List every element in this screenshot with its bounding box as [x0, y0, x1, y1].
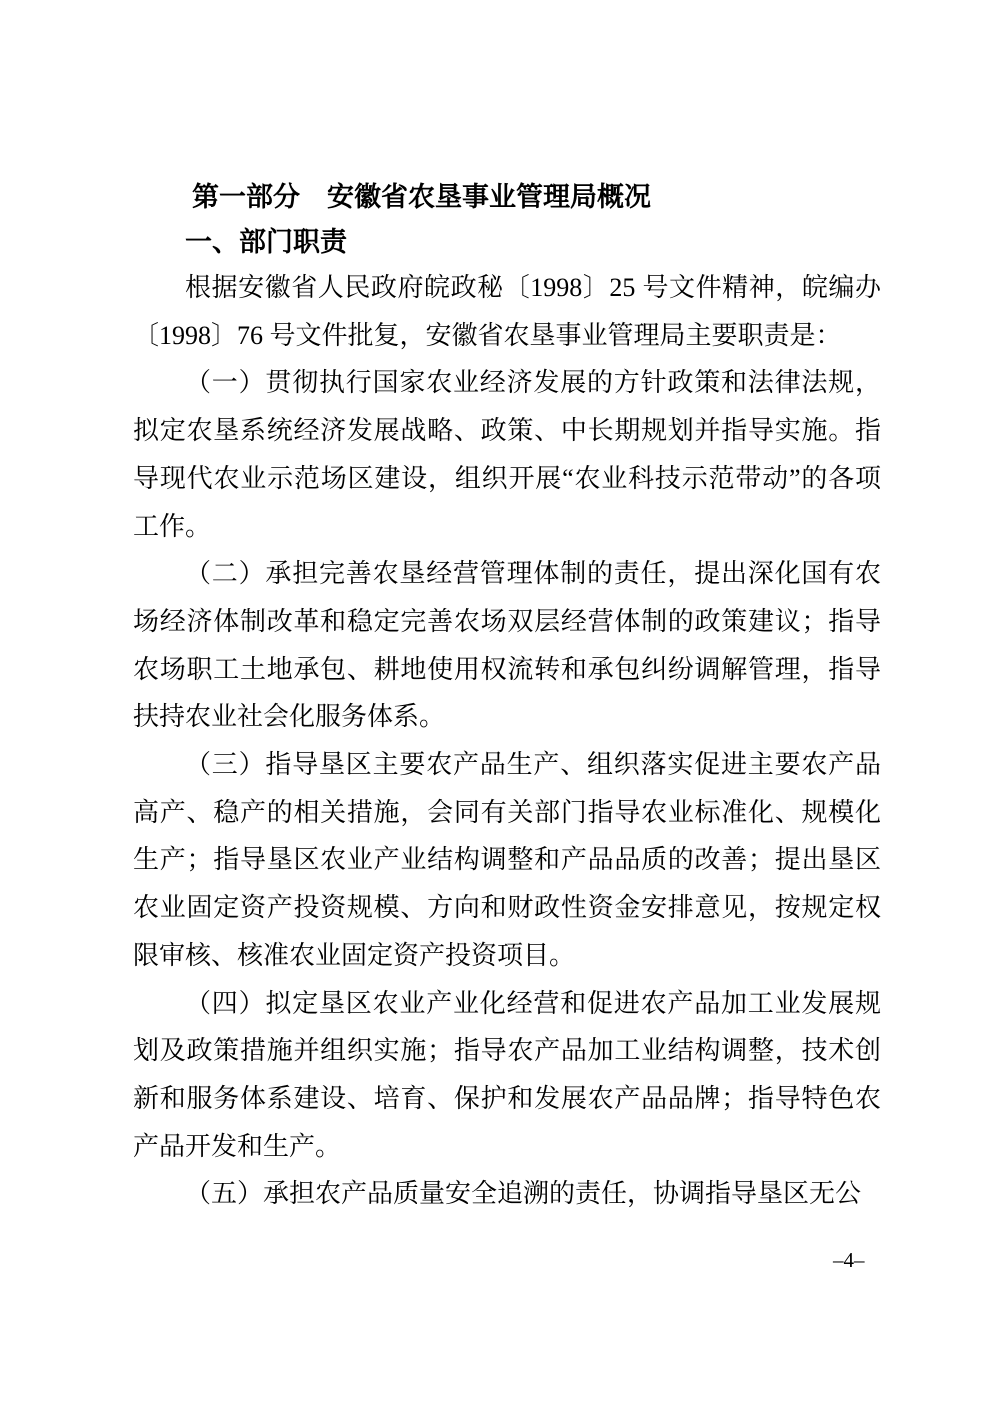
document-body: [133, 264, 881, 1218]
page-number: –4–: [833, 1248, 865, 1272]
paragraph-item-3: （三）指导垦区主要农产品生产、组织落实促进主要农产品高产、稳产的相关措施，会同有关部门指导农业标准化、规模化生产；指导垦区农业产业结构调整和产品品质的改善；提出垦区农业固定资产投资规模、方向和财政性资金安排意见，按规定权限审核、核准农业固定资产投资项目。: [133, 750, 881, 970]
paragraph-item-1: （一）贯彻执行国家农业经济发展的方针政策和法律法规，拟定农垦系统经济发展战略、政策、中长期规划并指导实施。指导现代农业示范场区建设，组织开展“农业科技示范带动”的各项工作。: [133, 368, 881, 541]
paragraph-item-4: （四）拟定垦区农业产业化经营和促进农产品加工业发展规划及政策措施并组织实施；指导农产品加工业结构调整，技术创新和服务体系建设、培育、保护和发展农产品品牌；指导特色农产品开发和生产。: [133, 988, 881, 1161]
paragraph-item-5: （五）承担农产品质量安全追溯的责任，协调指导垦区无公: [185, 1179, 862, 1209]
paragraph-item-2: （二）承担完善农垦经营管理体制的责任，提出深化国有农场经济体制改革和稳定完善农场双层经营体制的政策建议；指导农场职工土地承包、耕地使用权流转和承包纠纷调解管理，指导扶持农业社会化服务体系。: [133, 559, 881, 732]
section-heading: 一、部门职责: [185, 227, 347, 257]
document-title: 第一部分 安徽省农垦事业管理局概况: [192, 182, 651, 212]
paragraph-intro: 根据安徽省人民政府皖政秘〔1998〕25 号文件精神，皖编办〔1998〕76 号文件批复，安徽省农垦事业管理局主要职责是：: [133, 273, 881, 350]
